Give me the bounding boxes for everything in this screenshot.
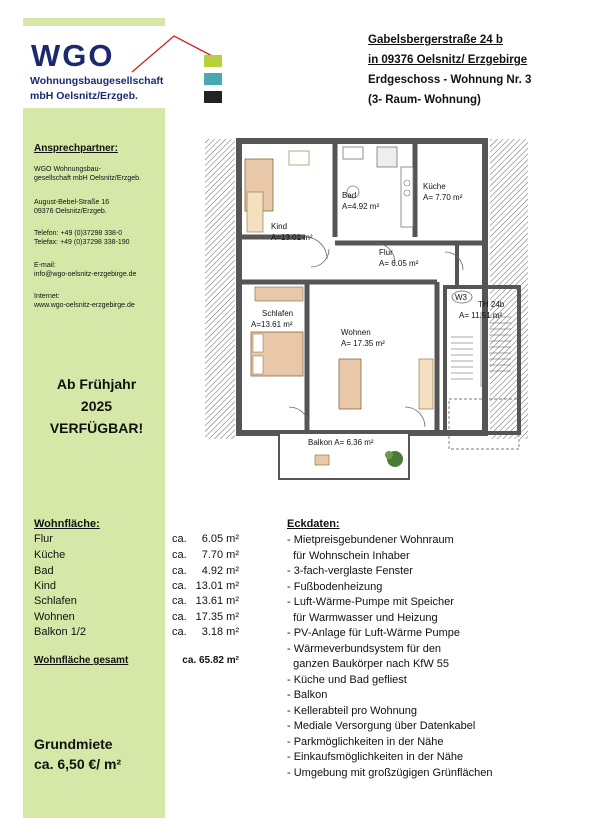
areas-heading: Wohnfläche: bbox=[34, 518, 100, 530]
apartment-type: (3- Raum- Wohnung) bbox=[368, 94, 481, 106]
logo-brand: WGO bbox=[31, 38, 115, 73]
address-city: in 09376 Oelsnitz/ Erzgebirge bbox=[368, 54, 528, 66]
availability-line-3: VERFÜGBAR! bbox=[49, 420, 144, 436]
feature-item: - Küche und Bad gefliest bbox=[287, 673, 407, 686]
contact-company-2: gesellschaft mbH Oelsnitz/Erzgeb. bbox=[34, 175, 141, 182]
rent-label: Grundmiete bbox=[34, 736, 113, 752]
contact-internet[interactable]: www.wgo-oelsnitz-erzgebirge.de bbox=[34, 302, 135, 309]
kueche-area: A= 7.70 m² bbox=[423, 193, 463, 202]
contact-phone: Telefon: +49 (0)37298 338-0 bbox=[34, 230, 123, 237]
address-street: Gabelsbergerstraße 24 b bbox=[368, 34, 503, 46]
wohnen-sofa bbox=[339, 359, 361, 409]
wohnen-area: A= 17.35 m² bbox=[341, 339, 385, 348]
contact-city: 09376 Oelsnitz/Erzgeb. bbox=[34, 208, 107, 215]
flur-area: A= 6.05 m² bbox=[379, 259, 419, 268]
contact-email[interactable]: info@wgo-oelsnitz-erzgebirge.de bbox=[34, 271, 137, 278]
feature-item: für Warmwasser und Heizung bbox=[287, 611, 438, 624]
area-row: Balkon 1/2 ca. 3.18 m² bbox=[34, 626, 239, 638]
bad-label: Bad bbox=[342, 191, 357, 200]
area-total: Wohnfläche gesamt ca. 65.82 m² bbox=[34, 655, 239, 666]
feature-item: - Luft-Wärme-Pumpe mit Speicher bbox=[287, 596, 454, 608]
th-label: TH 24b bbox=[478, 300, 505, 309]
th-area: A= 11.51 m² bbox=[459, 311, 503, 320]
area-row: Schlafen ca. 13.61 m² bbox=[34, 595, 239, 607]
logo-square-black bbox=[204, 91, 222, 103]
contact-email-label: E-mail: bbox=[34, 262, 56, 269]
schlafen-wardrobe bbox=[255, 287, 303, 301]
feature-item: ganzen Baukörper nach KfW 55 bbox=[287, 658, 450, 670]
kind-wardrobe bbox=[247, 192, 263, 232]
feature-item: - Kellerabteil pro Wohnung bbox=[287, 704, 418, 717]
area-row: Wohnen ca. 17.35 m² bbox=[34, 611, 239, 623]
area-row: Bad ca. 4.92 m² bbox=[34, 565, 239, 577]
feature-item: für Wohnschein Inhaber bbox=[287, 549, 410, 562]
feature-item: - Einkaufsmöglichkeiten in der Nähe bbox=[287, 751, 464, 763]
feature-item: - Parkmöglichkeiten in der Nähe bbox=[287, 735, 444, 748]
features-heading: Eckdaten: bbox=[287, 518, 340, 530]
feature-item: - Mediale Versorgung über Datenkabel bbox=[287, 720, 476, 732]
feature-item: - Mietpreisgebundener Wohnraum bbox=[287, 534, 454, 546]
kueche-counter bbox=[401, 167, 413, 227]
wohnen-label: Wohnen bbox=[341, 328, 371, 337]
apartment-floor: Erdgeschoss - Wohnung Nr. 3 bbox=[368, 74, 532, 86]
kind-area: A=13.01 m² bbox=[271, 233, 313, 242]
logo-line-2: mbH Oelsnitz/Erzgeb. bbox=[30, 90, 138, 102]
logo-line-1: Wohnungsbaugesellschaft bbox=[30, 75, 164, 87]
kind-label: Kind bbox=[271, 222, 288, 231]
bad-area: A=4.92 m² bbox=[342, 202, 380, 211]
kueche-label: Küche bbox=[423, 182, 446, 191]
feature-item: - Fußbodenheizung bbox=[287, 580, 383, 593]
roof-left bbox=[205, 139, 235, 439]
feature-item: - Wärmeverbundsystem für den bbox=[287, 642, 442, 655]
schlafen-label: Schlafen bbox=[262, 309, 294, 318]
contact-street: August-Bebel-Straße 16 bbox=[34, 199, 110, 206]
logo-square-green bbox=[204, 55, 222, 67]
wohnen-cabinet bbox=[419, 359, 433, 409]
bad-shower bbox=[377, 147, 397, 167]
feature-item: - Umgebung mit großzügigen Grünflächen bbox=[287, 766, 493, 779]
bad-sink bbox=[343, 147, 363, 159]
availability-line-2: 2025 bbox=[80, 398, 113, 414]
balkon-label: Balkon A= 6.36 m² bbox=[308, 438, 374, 447]
contact-fax: Telefax: +49 (0)37298 338-190 bbox=[34, 239, 130, 246]
area-row: Flur ca. 6.05 m² bbox=[34, 533, 239, 545]
schlafen-area: A=13.61 m² bbox=[251, 320, 293, 329]
logo-square-teal bbox=[204, 73, 222, 85]
contact-company-1: WGO Wohnungsbau- bbox=[34, 166, 101, 173]
contact-internet-label: Internet: bbox=[34, 293, 60, 300]
kind-desk bbox=[289, 151, 309, 165]
rent-value: ca. 6,50 €/ m² bbox=[34, 756, 122, 772]
area-row: Kind ca. 13.01 m² bbox=[34, 580, 239, 592]
feature-item: - PV-Anlage für Luft-Wärme Pumpe bbox=[287, 627, 461, 639]
feature-item: - Balkon bbox=[287, 689, 328, 701]
floor-plan bbox=[205, 137, 530, 487]
area-row: Küche ca. 7.70 m² bbox=[34, 549, 239, 561]
logo-roof-icon bbox=[130, 34, 230, 74]
balcony-table bbox=[315, 455, 329, 465]
availability-line-1: Ab Frühjahr bbox=[56, 376, 137, 392]
flur-label: Flur bbox=[379, 248, 393, 257]
w3-label: W3 bbox=[455, 293, 467, 302]
contact-heading: Ansprechpartner: bbox=[34, 143, 118, 154]
feature-item: - 3-fach-verglaste Fenster bbox=[287, 565, 413, 577]
